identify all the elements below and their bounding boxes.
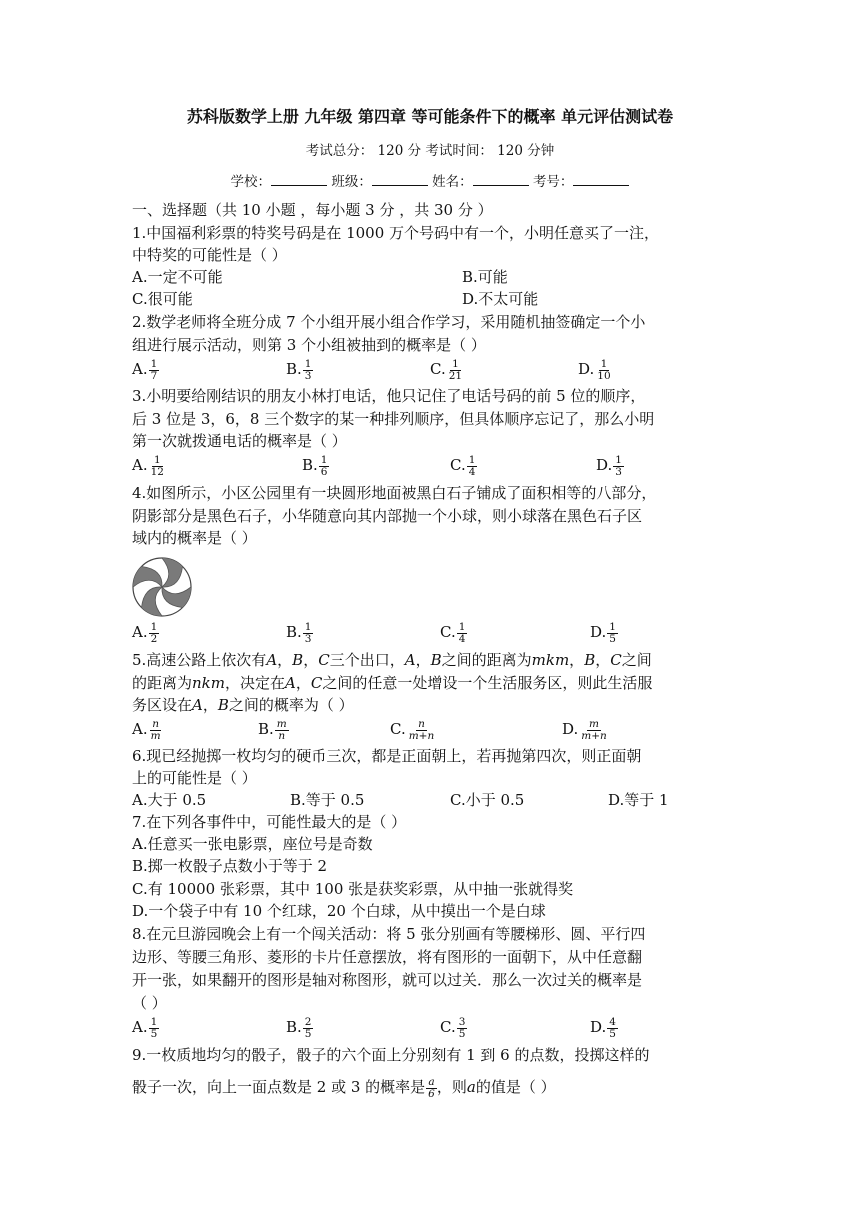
fraction — [149, 622, 160, 645]
q3-option-c[interactable] — [450, 454, 477, 478]
denominator: 3 — [304, 632, 312, 645]
q8-option-b[interactable] — [286, 1016, 313, 1040]
fraction — [607, 1017, 618, 1040]
q1-option-b[interactable]: B.可能 — [462, 268, 508, 286]
text: ，则 — [436, 1078, 467, 1096]
q7-option-c[interactable]: C.有 10000 张彩票，其中 100 张是获奖彩票，从中抽一张就得奖 — [132, 880, 574, 898]
q6-option-d[interactable]: D.等于 1 — [608, 791, 669, 809]
q5-text-line1 — [132, 649, 652, 671]
option-label: C. — [430, 360, 446, 378]
denominator: 12 — [150, 465, 164, 478]
text: 之间的任意一处增设一个生活服务区，则此生活服 — [322, 674, 653, 692]
student-info-row — [0, 170, 860, 190]
sep: ， — [595, 651, 611, 669]
pinwheel-figure — [131, 556, 193, 618]
denominator: 3 — [304, 369, 312, 382]
numerator: m — [589, 717, 600, 730]
point-b: B — [430, 651, 442, 669]
q3-text-line3: 第一次就拨通电话的概率是（ ） — [132, 432, 347, 450]
q7-option-d[interactable]: D.一个袋子中有 10 个红球，20 个白球，从中摸出一个是白球 — [132, 902, 546, 920]
numerator: 1 — [320, 453, 328, 466]
q9-text-line2 — [132, 1076, 556, 1100]
sep: ， — [295, 674, 311, 692]
numerator: 1 — [150, 357, 158, 370]
text: 务区设在 — [132, 696, 193, 714]
sep: ， — [277, 651, 293, 669]
fraction — [319, 455, 330, 478]
numerator: 1 — [153, 453, 161, 466]
numerator: 3 — [458, 1015, 466, 1028]
fraction — [275, 719, 289, 742]
q8-text-line4: （ ） — [132, 994, 167, 1012]
numerator: 1 — [150, 620, 158, 633]
numerator: 4 — [609, 1015, 616, 1028]
point-c: C — [318, 651, 330, 669]
point-c: C — [610, 651, 622, 669]
variable-a: a — [466, 1078, 476, 1096]
option-label: C. — [440, 1018, 456, 1036]
sep: ， — [415, 651, 431, 669]
option-label: D. — [596, 456, 613, 474]
option-label: A. — [132, 360, 148, 378]
denominator: 3 — [615, 465, 622, 478]
denominator: m+n — [408, 729, 435, 742]
distance-n: nkm — [192, 674, 225, 692]
option-label: B. — [286, 623, 302, 641]
text: 之间 — [621, 651, 652, 669]
point-b: B — [292, 651, 304, 669]
fraction — [613, 455, 624, 478]
text: 三个出口， — [329, 651, 405, 669]
q1-text-line1: 1.中国福利彩票的特奖号码是在 1000 万个号码中有一个，小明任意买了一注， — [132, 224, 660, 242]
q5-option-b[interactable] — [258, 718, 289, 742]
exam-info: 考试总分： 120 分 考试时间： 120 分钟 — [305, 143, 555, 159]
option-label: A. — [132, 623, 148, 641]
option-label: A. — [132, 456, 148, 474]
text: 之间的距离为 — [441, 651, 532, 669]
fraction — [303, 359, 314, 382]
q5-option-d[interactable] — [562, 718, 609, 742]
q6-option-b[interactable]: B.等于 0.5 — [290, 791, 365, 809]
option-label: B. — [302, 456, 318, 474]
q8-text-line1: 8.在元旦游园晚会上有一个闯关活动：将 5 张分别画有等腰梯形、圆、平行四 — [132, 925, 646, 943]
fraction — [149, 719, 163, 742]
denominator: 21 — [448, 369, 463, 382]
text: 的距离为 — [132, 674, 193, 692]
class-label: 班级： — [331, 174, 372, 190]
numerator: 2 — [304, 1015, 312, 1028]
denominator: 6 — [320, 465, 328, 478]
q2-option-c[interactable] — [430, 358, 464, 382]
q3-text-line1: 3.小明要给刚结识的朋友小林打电话，他只记住了电话号码的前 5 位的顺序， — [132, 387, 646, 405]
q8-option-a[interactable] — [132, 1016, 159, 1040]
denominator: 5 — [609, 632, 616, 645]
q3-option-a[interactable] — [132, 454, 166, 478]
q2-text-line1: 2.数学老师将全班分成 7 个小组开展小组合作学习，采用随机抽签确定一个小 — [132, 313, 646, 331]
point-b: B — [217, 696, 229, 714]
text: 骰子一次，向上一面点数是 2 或 3 的概率是 — [132, 1078, 426, 1096]
option-label: A. — [132, 720, 148, 738]
q3-option-b[interactable] — [302, 454, 329, 478]
numerator: 1 — [458, 620, 466, 633]
q4-text-line2: 阴影部分是黑色石子，小华随意向其内部抛一个小球，则小球落在黑色石子区 — [132, 507, 643, 525]
option-label: D. — [578, 360, 595, 378]
q9-text-line1: 9.一枚质地均匀的骰子，骰子的六个面上分别刻有 1 到 6 的点数，投掷这样的 — [132, 1046, 650, 1064]
number-blank[interactable] — [573, 173, 629, 186]
q4-option-d[interactable] — [590, 621, 618, 645]
numerator: m — [276, 717, 287, 730]
q6-text-line2: 上的可能性是（ ） — [132, 769, 257, 787]
denominator: 4 — [458, 632, 466, 645]
fraction — [303, 1017, 314, 1040]
numerator: 1 — [150, 1015, 158, 1028]
option-label: B. — [286, 360, 302, 378]
option-label: D. — [590, 1018, 607, 1036]
denominator: 4 — [468, 465, 476, 478]
q6-option-a[interactable]: A.大于 0.5 — [132, 791, 207, 809]
class-blank[interactable] — [372, 173, 428, 186]
text: 5.高速公路上依次有 — [132, 651, 267, 669]
q4-text-line1: 4.如图所示，小区公园里有一块圆形地面被黑白石子铺成了面积相等的八部分， — [132, 484, 657, 502]
q4-option-a[interactable] — [132, 621, 159, 645]
numerator: n — [152, 717, 159, 730]
q6-option-c[interactable]: C.小于 0.5 — [450, 791, 525, 809]
q8-text-line2: 边形、等腰三角形、菱形的卡片任意摆放，将有图形的一面朝下，从中任意翻 — [132, 948, 643, 966]
denominator: 7 — [150, 369, 158, 382]
fraction — [607, 622, 618, 645]
option-label: A. — [132, 1018, 148, 1036]
text: ，决定在 — [225, 674, 286, 692]
numerator: 1 — [609, 620, 616, 633]
fraction — [149, 455, 166, 478]
fraction — [457, 622, 468, 645]
q2-option-b[interactable] — [286, 358, 313, 382]
fraction — [467, 455, 478, 478]
q3-option-d[interactable] — [596, 454, 624, 478]
q7-option-a[interactable]: A.任意买一张电影票，座位号是奇数 — [132, 835, 373, 853]
section-heading: 一、选择题（共 10 小题 ，每小题 3 分 ，共 30 分 ） — [132, 201, 493, 219]
point-a: A — [192, 696, 203, 714]
q5-option-c[interactable] — [390, 718, 436, 742]
q8-text-line3: 开一张，如果翻开的图形是轴对称图形，就可以过关．那么一次过关的概率是 — [132, 971, 643, 989]
numerator: 1 — [600, 357, 608, 370]
q1-option-c[interactable]: C.很可能 — [132, 290, 193, 308]
numerator: n — [418, 717, 425, 730]
option-label: C. — [440, 623, 456, 641]
q1-option-a[interactable]: A.一定不可能 — [132, 268, 223, 286]
fraction — [426, 1077, 437, 1100]
option-label: C. — [450, 456, 466, 474]
denominator: m+n — [581, 729, 607, 742]
sep: ， — [202, 696, 218, 714]
denominator: 2 — [150, 632, 158, 645]
point-b: B — [584, 651, 596, 669]
numerator: a — [428, 1075, 435, 1088]
distance-m: mkm — [531, 651, 570, 669]
point-a: A — [285, 674, 296, 692]
sep: ， — [569, 651, 585, 669]
q7-text-line1: 7.在下列各事件中，可能性最大的是（ ） — [132, 813, 407, 831]
q1-option-d[interactable]: D.不太可能 — [462, 290, 539, 308]
q6-text-line1: 6.现已经抛掷一枚均匀的硬币三次，都是正面朝上，若再抛第四次，则正面朝 — [132, 747, 642, 765]
option-label: C. — [390, 720, 406, 738]
fraction — [457, 1017, 468, 1040]
denominator: m — [150, 729, 161, 742]
denominator: 5 — [609, 1027, 616, 1040]
option-label: D. — [590, 623, 607, 641]
q5-text-line3 — [132, 694, 354, 716]
option-label: B. — [286, 1018, 302, 1036]
denominator: n — [278, 729, 286, 742]
q5-text-line2 — [132, 672, 652, 694]
denominator: 5 — [150, 1027, 158, 1040]
q2-option-a[interactable] — [132, 358, 159, 382]
denominator: 10 — [597, 369, 611, 382]
school-blank[interactable] — [271, 173, 327, 186]
sep: ， — [303, 651, 319, 669]
point-a: A — [266, 651, 278, 669]
q3-text-line2: 后 3 位是 3，6，8 三个数字的某一种排列顺序，但具体顺序忘记了，那么小明 — [132, 410, 655, 428]
numerator: 1 — [304, 357, 312, 370]
denominator: 6 — [428, 1087, 435, 1100]
text: 的值是（ ） — [475, 1078, 556, 1096]
q1-text-line2: 中特奖的可能性是（ ） — [132, 246, 287, 264]
option-label: D. — [562, 720, 579, 738]
q5-option-a[interactable] — [132, 718, 163, 742]
fraction — [149, 1017, 160, 1040]
name-label: 姓名： — [432, 174, 473, 190]
q2-option-d[interactable] — [578, 358, 613, 382]
fraction — [303, 622, 314, 645]
point-c: C — [310, 674, 323, 692]
exam-title: 苏科版数学上册 九年级 第四章 等可能条件下的概率 单元评估测试卷 — [186, 107, 674, 126]
numerator: 1 — [468, 453, 476, 466]
text: 之间的概率为（ ） — [228, 696, 354, 714]
numerator: 1 — [452, 357, 459, 370]
q2-text-line2: 组进行展示活动，则第 3 个小组被抽到的概率是（ ） — [132, 336, 486, 354]
school-label: 学校： — [230, 174, 272, 190]
fraction — [595, 359, 612, 382]
fraction — [407, 719, 437, 742]
fraction — [149, 359, 160, 382]
fraction — [447, 359, 464, 382]
numerator: 1 — [304, 620, 312, 633]
q7-option-b[interactable]: B.掷一枚骰子点数小于等于 2 — [132, 857, 328, 875]
q4-text-line3: 域内的概率是（ ） — [132, 529, 257, 547]
denominator: 5 — [458, 1027, 466, 1040]
denominator: 5 — [304, 1027, 312, 1040]
fraction — [579, 719, 609, 742]
q8-option-c[interactable] — [440, 1016, 467, 1040]
name-blank[interactable] — [473, 173, 529, 186]
number-label: 考号： — [532, 174, 574, 190]
q8-option-d[interactable] — [590, 1016, 618, 1040]
q4-option-b[interactable] — [286, 621, 313, 645]
q4-option-c[interactable] — [440, 621, 467, 645]
option-label: B. — [258, 720, 274, 738]
point-a: A — [404, 651, 416, 669]
numerator: 1 — [615, 453, 622, 466]
